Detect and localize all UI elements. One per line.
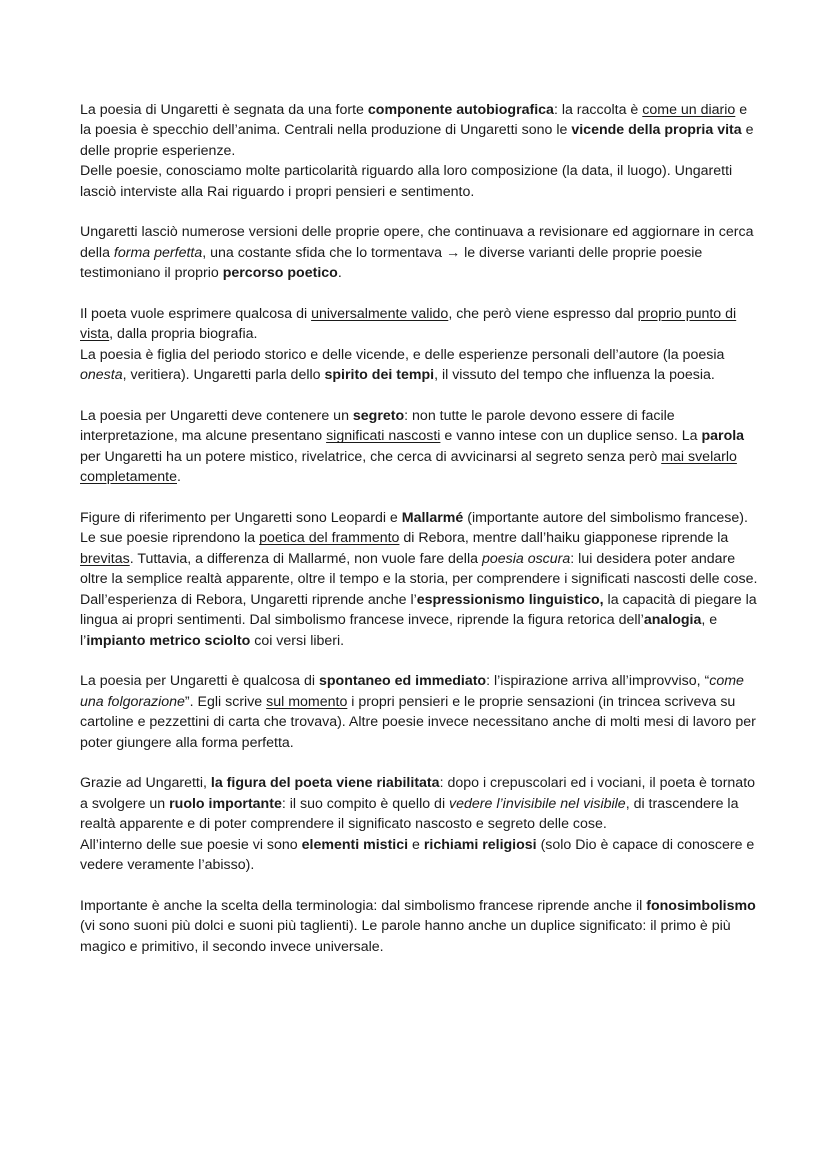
underlined-text: poetica del frammento xyxy=(259,530,400,547)
paragraph xyxy=(80,304,758,386)
bold-text: analogia xyxy=(643,612,702,629)
text-segment: All’interno delle sue poesie vi sono xyxy=(80,836,302,853)
bold-text: vicende della propria vita xyxy=(571,122,742,139)
underlined-text: sul momento xyxy=(266,693,348,710)
underlined-text: significati nascosti xyxy=(326,428,441,445)
text-segment: La poesia è figlia del periodo storico e delle vicende, e delle esperienze personali dell’autore (la poesia xyxy=(80,346,725,363)
text-segment: Delle poesie, conosciamo molte particolarità riguardo alla loro composizione (la data, il luogo). Ungaretti lasciò interviste alla Rai riguardo i propri pensieri e sentimento. xyxy=(80,163,733,200)
italic-text: poesia oscura xyxy=(481,550,571,567)
bold-text: percorso poetico xyxy=(222,265,338,282)
text-segment: , di trascendere la realtà apparente e di poter comprendere il significato nascosto e segreto delle cose. xyxy=(80,795,739,833)
text-segment: Importante è anche la scelta della terminologia: dal simbolismo francese riprende anche il xyxy=(80,897,647,914)
text-segment: , il vissuto del tempo che influenza la poesia. xyxy=(434,367,715,384)
bold-text: ruolo importante xyxy=(169,795,282,812)
bold-text: impianto metrico sciolto xyxy=(86,632,251,649)
text-segment: , e l’ xyxy=(80,612,718,649)
paragraph xyxy=(80,406,758,488)
text-segment: Dall’esperienza di Rebora, Ungaretti riprende anche l’ xyxy=(80,591,417,608)
italic-text: forma perfetta xyxy=(113,244,203,261)
text-segment: e la poesia è specchio dell’anima. Centrali nella produzione di Ungaretti sono le xyxy=(80,102,748,139)
bold-text: Mallarmé xyxy=(401,510,464,527)
text-segment: La poesia per Ungaretti è qualcosa di xyxy=(80,673,319,690)
text-segment: : non tutte le parole devono essere di facile interpretazione, ma alcune presentano xyxy=(80,408,675,445)
text-segment: La poesia di Ungaretti è segnata da una forte xyxy=(80,102,368,118)
text-segment: . xyxy=(337,265,342,282)
text-segment: e delle proprie esperienze. xyxy=(80,122,754,159)
paragraph xyxy=(80,896,758,957)
text-segment: e vanno intese con un duplice senso. La xyxy=(440,428,702,445)
bold-text: richiami religiosi xyxy=(423,836,537,853)
text-segment: Il poeta vuole esprimere qualcosa di xyxy=(80,306,312,323)
text-segment: per Ungaretti ha un potere mistico, rivelatrice, che cerca di avvicinarsi al segreto senza però xyxy=(80,448,662,465)
text-segment: , una costante sfida che lo tormentava → le diverse varianti delle proprie poesie testimoniano il proprio xyxy=(80,244,703,282)
text-segment: : dopo i crepuscolari ed i vociani, il poeta è tornato a svolgere un xyxy=(80,775,756,812)
text-segment: la capacità di piegare la lingua ai propri sentimenti. Dal simbolismo francese invece, riprende la figura retorica dell’ xyxy=(80,591,757,629)
text-segment: ”. Egli scrive xyxy=(184,693,267,710)
bold-text: componente autobiografica xyxy=(367,102,554,118)
paragraph xyxy=(80,773,758,875)
text-segment: Ungaretti lasciò numerose versioni delle proprie opere, che continuava a revisionare ed aggiornare in cerca della xyxy=(80,224,754,261)
text-segment: : l’ispirazione arriva all’improvviso, “ xyxy=(486,673,710,690)
text-segment: : il suo compito è quello di xyxy=(281,795,450,812)
bold-text: spirito dei tempi xyxy=(324,367,435,384)
bold-text: spontaneo ed immediato xyxy=(318,673,487,690)
bold-text: segreto xyxy=(352,408,405,425)
text-segment: : lui desidera poter andare oltre la semplice realtà apparente, oltre il tempo e la storia, per comprendere i significati nascosti delle cose. xyxy=(80,550,758,588)
text-segment: Figure di riferimento per Ungaretti sono Leopardi e xyxy=(80,510,402,527)
underlined-text: mai svelarlo completamente xyxy=(80,448,737,486)
bold-text: la figura del poeta viene riabilitata xyxy=(210,775,440,792)
text-segment: i propri pensieri e le proprie sensazioni (in trincea scriveva su cartoline e pezzettini di carta che trovava). Altre poesie invece necessitano anche di molti mesi di lavoro per poter giungere alla forma perfetta. xyxy=(80,693,756,751)
paragraph xyxy=(80,100,758,202)
text-segment: . Tuttavia, a differenza di Mallarmé, non vuole fare della xyxy=(129,550,482,567)
text-segment: , dalla propria biografia. xyxy=(109,326,258,343)
text-segment: , veritiera). Ungaretti parla dello xyxy=(122,367,325,384)
paragraph xyxy=(80,222,758,283)
text-segment: (vi sono suoni più dolci e suoni più taglienti). Le parole hanno anche un duplice significato: il primo è più magico e primitivo, il secondo invece universale. xyxy=(80,918,731,955)
paragraph xyxy=(80,671,758,753)
text-segment: La poesia per Ungaretti deve contenere un xyxy=(80,408,353,425)
bold-text: fonosimbolismo xyxy=(646,897,756,914)
text-segment: di Rebora, mentre dall’haiku giapponese riprende la xyxy=(399,530,729,547)
underlined-text: come un diario xyxy=(642,102,736,118)
document-body xyxy=(80,100,758,957)
italic-text: vedere l’invisibile nel visibile xyxy=(449,795,626,812)
italic-text: onesta xyxy=(80,367,123,384)
bold-text: elementi mistici xyxy=(301,836,409,853)
text-segment: coi versi liberi. xyxy=(250,632,345,649)
underlined-text: proprio punto di vista xyxy=(80,306,737,343)
text-segment: Grazie ad Ungaretti, xyxy=(80,775,211,792)
underlined-text: brevitas xyxy=(80,550,130,567)
text-segment: (importante autore del simbolismo francese). Le sue poesie riprendono la xyxy=(80,510,748,547)
italic-text: come una folgorazione xyxy=(80,673,744,710)
bold-text: parola xyxy=(701,428,745,445)
paragraph xyxy=(80,508,758,651)
underlined-text: universalmente valido xyxy=(311,306,449,323)
text-segment: (solo Dio è capace di conoscere e vedere veramente l’abisso). xyxy=(80,836,755,873)
text-segment: : la raccolta è xyxy=(553,102,643,118)
text-segment: . xyxy=(177,469,181,486)
text-segment: , che però viene espresso dal xyxy=(448,306,638,323)
text-segment: e xyxy=(408,836,424,853)
bold-text: espressionismo linguistico, xyxy=(416,591,604,608)
